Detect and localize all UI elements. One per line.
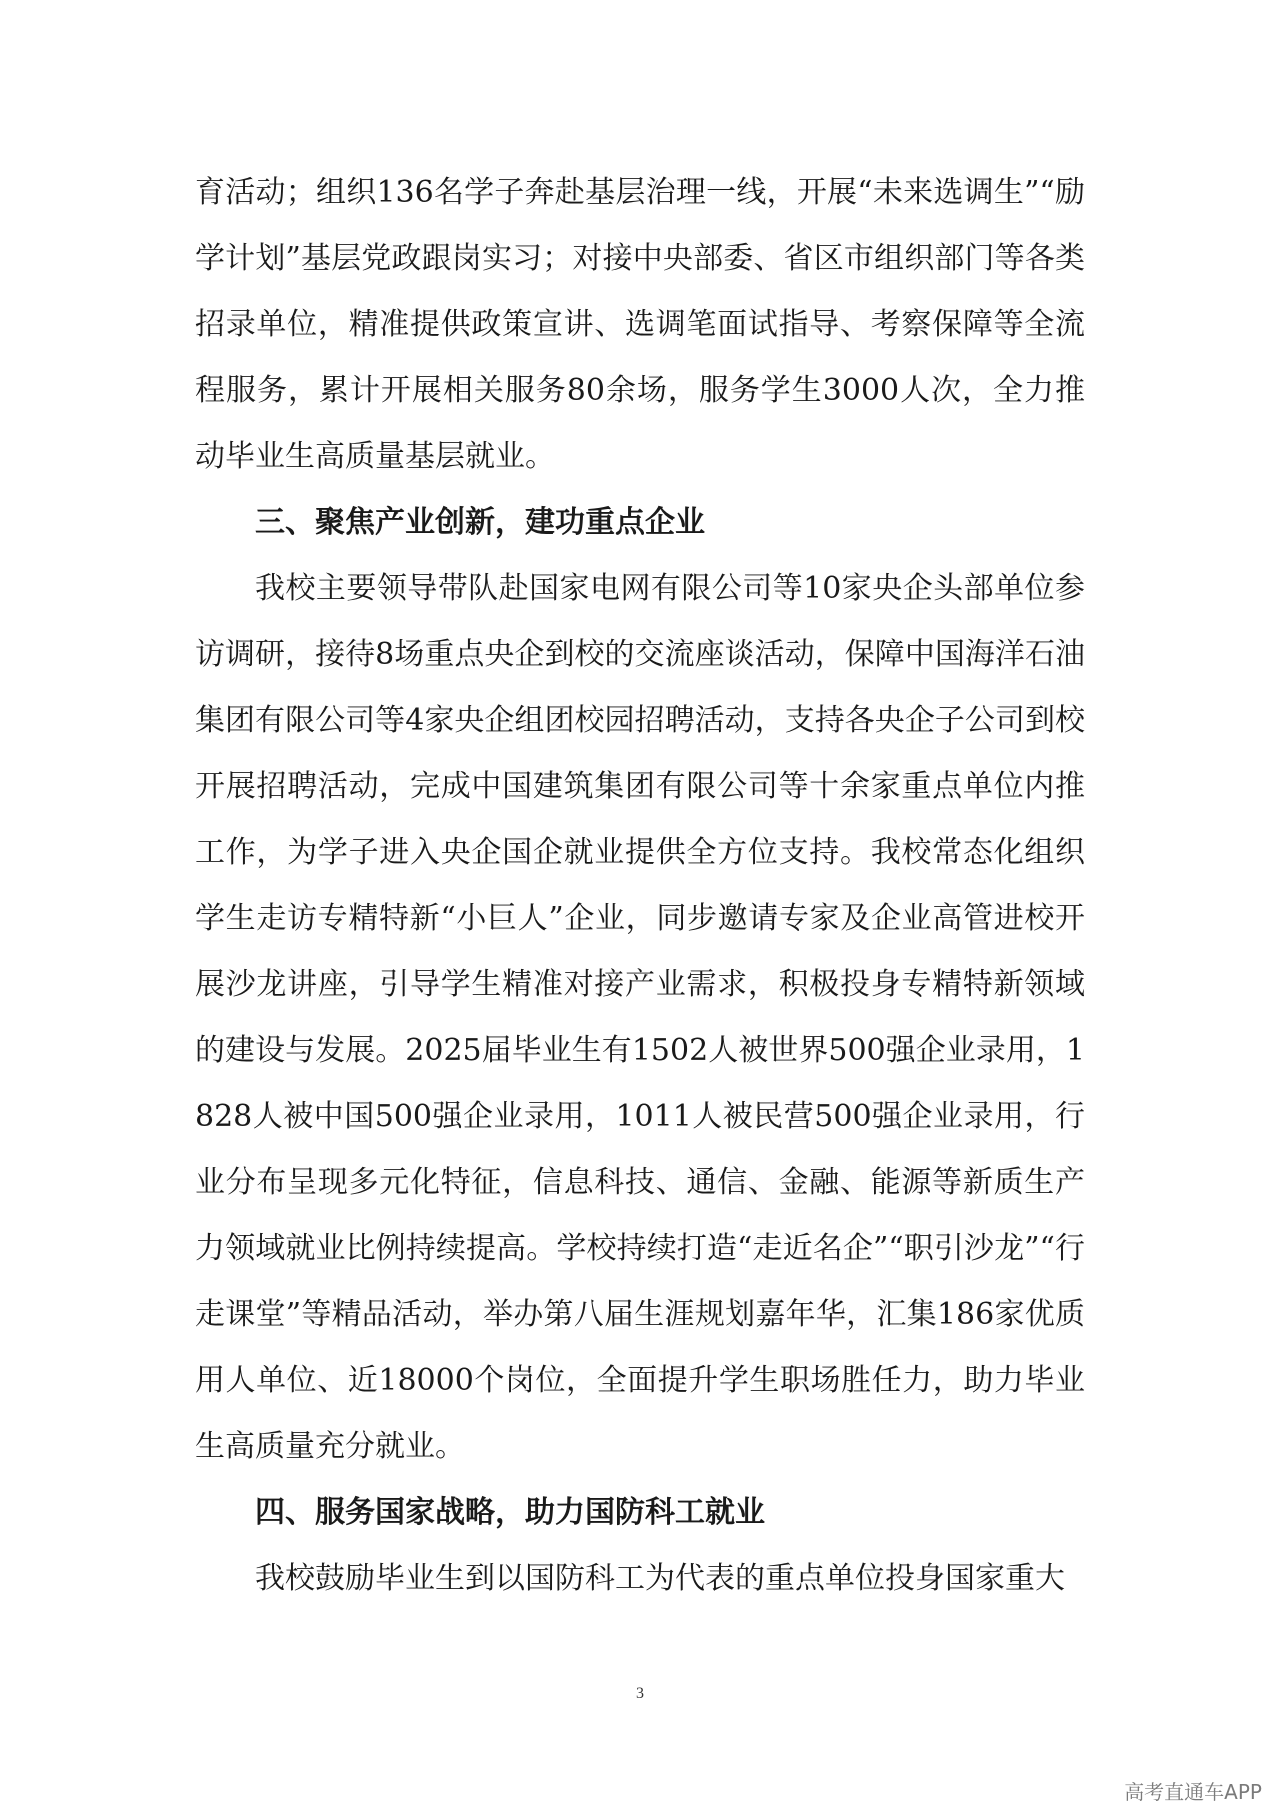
watermark: 高考直通车APP (1124, 1780, 1262, 1804)
section-heading-3: 三、聚焦产业创新，建功重点企业 (255, 505, 705, 540)
paragraph-section-3: 我校主要领导带队赴国家电网有限公司等10家央企头部单位参访调研，接待8场重点央企到校的交流座谈活动，保障中国海洋石油集团有限公司等4家央企组团校园招聘活动，支持各央企子公司到校开展招聘活动，完成中国建筑集团有限公司等十余家重点单位内推工作，为学子进入央企国企就业提供全方位支持。我校常态化组织学生走访专精特新“小巨人”企业，同步邀请专家及企业高管进校开展沙龙讲座，引导学生精准对接产业需求，积极投身专精特新领域的建设与发展。2025届毕业生有1502人被世界500强企业录用，1828人被中国500强企业录用，1011人被民营500强企业录用，行业分布呈现多元化特征，信息科技、通信、金融、能源等新质生产力领域就业比例持续提高。学校持续打造“走近名企”“职引沙龙”“行走课堂”等精品活动，举办第八届生涯规划嘉年华，汇集186家优质用人单位、近18000个岗位，全面提升学生职场胜任力，助力毕业生高质量充分就业。 (195, 571, 1085, 1464)
paragraph-section-4: 我校鼓励毕业生到以国防科工为代表的重点单位投身国家重大 (255, 1561, 1065, 1596)
paragraph-continued: 育活动；组织136名学子奔赴基层治理一线，开展“未来选调生”“励学计划”基层党政跟岗实习；对接中央部委、省区市组织部门等各类招录单位，精准提供政策宣讲、选调笔面试指导、考察保障等全流程服务，累计开展相关服务80余场，服务学生3000人次，全力推动毕业生高质量基层就业。 (195, 175, 1085, 474)
section-heading-4: 四、服务国家战略，助力国防科工就业 (255, 1495, 765, 1530)
page-number: 3 (636, 1685, 644, 1702)
document-body (195, 160, 1085, 1612)
